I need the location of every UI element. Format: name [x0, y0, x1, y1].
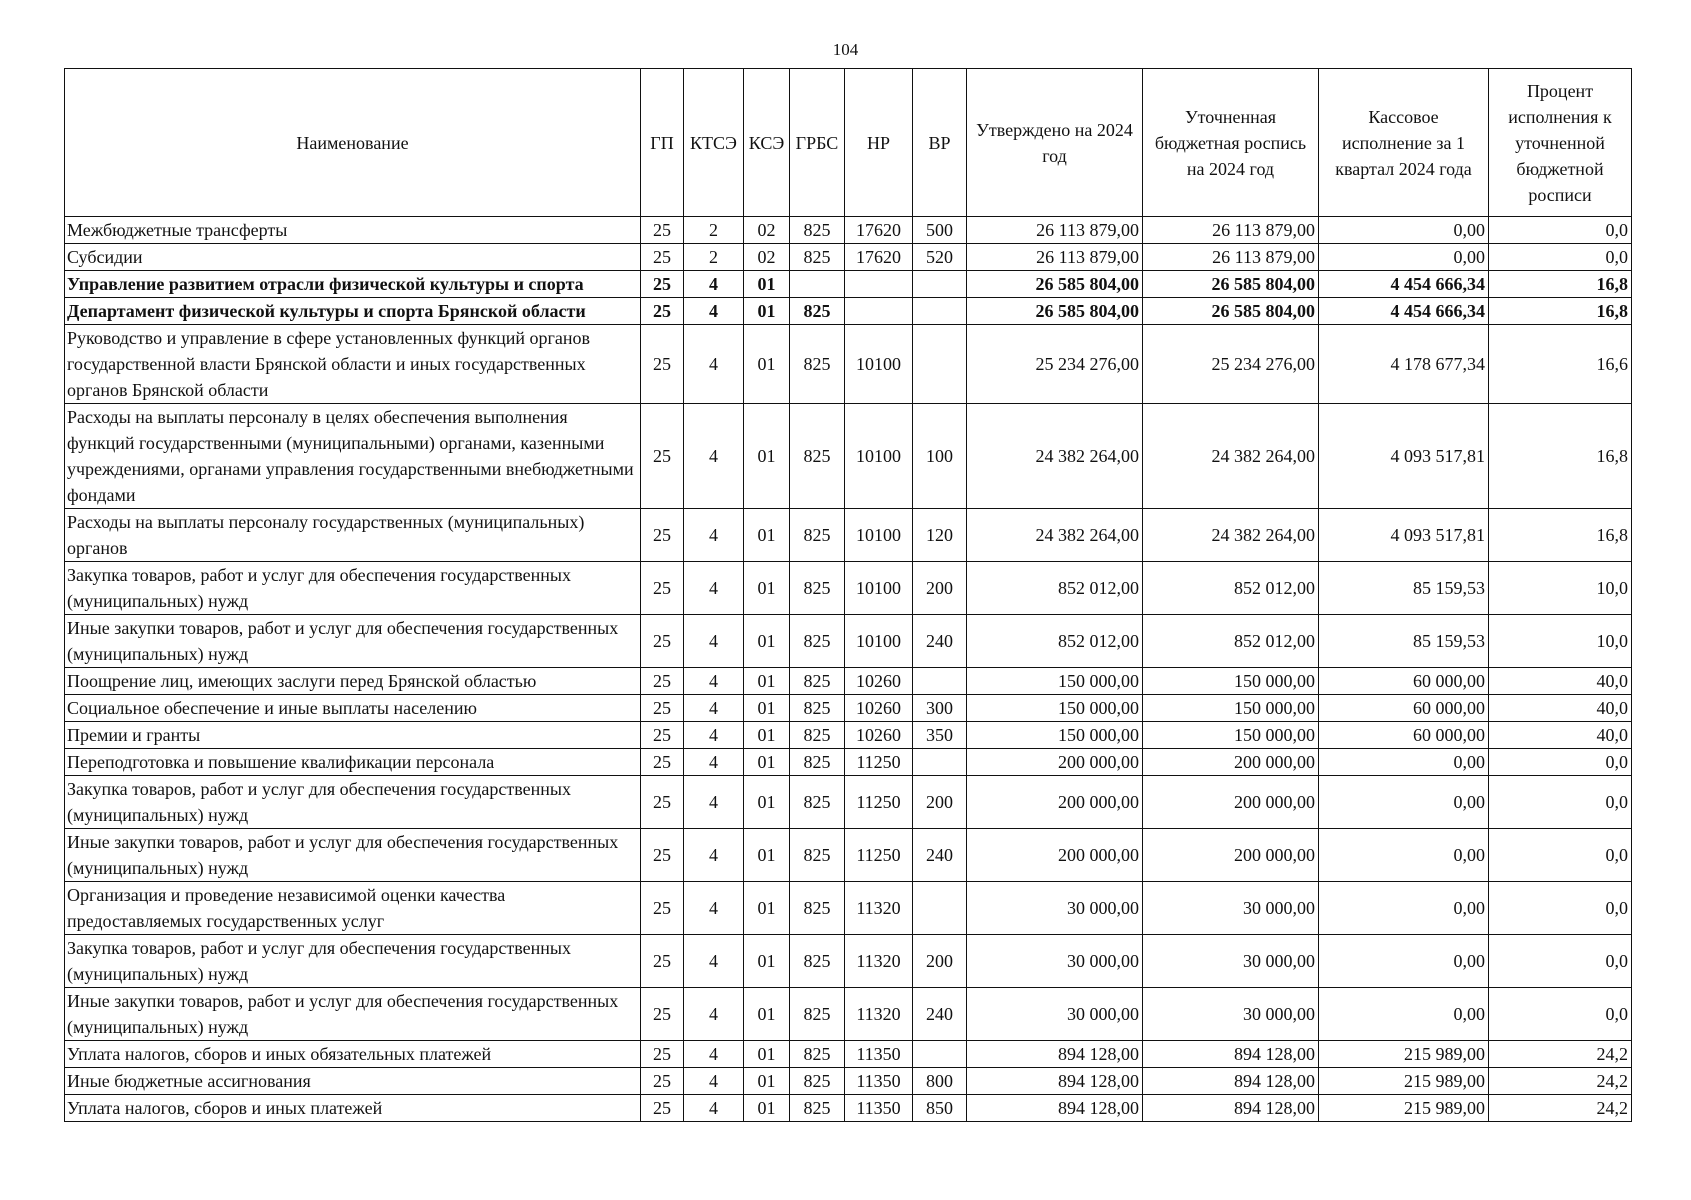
cell-approved: 26 113 879,00 — [967, 244, 1143, 271]
cell-vr: 520 — [913, 244, 967, 271]
cell-ktse: 4 — [684, 325, 744, 404]
table-row — [65, 562, 1632, 615]
cell-approved: 24 382 264,00 — [967, 404, 1143, 509]
cell-gp: 25 — [641, 829, 684, 882]
cell-percent: 40,0 — [1489, 722, 1632, 749]
cell-refined: 30 000,00 — [1143, 882, 1319, 935]
cell-cash: 215 989,00 — [1319, 1041, 1489, 1068]
cell-vr — [913, 882, 967, 935]
cell-vr — [913, 325, 967, 404]
cell-gp: 25 — [641, 988, 684, 1041]
cell-cash: 60 000,00 — [1319, 695, 1489, 722]
header-refined: Уточненная бюджетная роспись на 2024 год — [1143, 69, 1319, 217]
cell-refined: 200 000,00 — [1143, 829, 1319, 882]
cell-grbs: 825 — [790, 325, 845, 404]
cell-name: Уплата налогов, сборов и иных обязательных платежей — [65, 1041, 641, 1068]
cell-ktse: 2 — [684, 217, 744, 244]
cell-ktse: 4 — [684, 722, 744, 749]
cell-vr — [913, 298, 967, 325]
cell-nr: 11250 — [845, 829, 913, 882]
cell-approved: 26 585 804,00 — [967, 271, 1143, 298]
cell-percent: 0,0 — [1489, 749, 1632, 776]
cell-grbs: 825 — [790, 668, 845, 695]
cell-gp: 25 — [641, 271, 684, 298]
cell-vr: 500 — [913, 217, 967, 244]
cell-kse: 01 — [744, 882, 790, 935]
table-row — [65, 882, 1632, 935]
cell-percent: 40,0 — [1489, 695, 1632, 722]
cell-gp: 25 — [641, 404, 684, 509]
cell-nr: 10260 — [845, 668, 913, 695]
cell-gp: 25 — [641, 1095, 684, 1122]
header-approved: Утверждено на 2024 год — [967, 69, 1143, 217]
cell-nr: 11350 — [845, 1041, 913, 1068]
cell-grbs: 825 — [790, 615, 845, 668]
cell-nr: 11250 — [845, 776, 913, 829]
cell-nr: 10100 — [845, 325, 913, 404]
cell-vr — [913, 271, 967, 298]
table-row — [65, 722, 1632, 749]
cell-gp: 25 — [641, 1041, 684, 1068]
cell-vr: 300 — [913, 695, 967, 722]
cell-nr: 17620 — [845, 244, 913, 271]
cell-name: Управление развитием отрасли физической культуры и спорта — [65, 271, 641, 298]
cell-kse: 01 — [744, 935, 790, 988]
cell-kse: 01 — [744, 1041, 790, 1068]
cell-cash: 0,00 — [1319, 776, 1489, 829]
cell-refined: 26 113 879,00 — [1143, 217, 1319, 244]
cell-kse: 01 — [744, 298, 790, 325]
cell-name: Уплата налогов, сборов и иных платежей — [65, 1095, 641, 1122]
cell-cash: 0,00 — [1319, 988, 1489, 1041]
cell-percent: 10,0 — [1489, 562, 1632, 615]
cell-kse: 01 — [744, 695, 790, 722]
table-row — [65, 749, 1632, 776]
cell-kse: 01 — [744, 668, 790, 695]
table-header-row — [65, 69, 1632, 217]
cell-cash: 60 000,00 — [1319, 668, 1489, 695]
cell-approved: 150 000,00 — [967, 722, 1143, 749]
table-row — [65, 1041, 1632, 1068]
cell-vr: 240 — [913, 615, 967, 668]
cell-refined: 25 234 276,00 — [1143, 325, 1319, 404]
cell-percent: 24,2 — [1489, 1068, 1632, 1095]
cell-grbs: 825 — [790, 1095, 845, 1122]
cell-refined: 150 000,00 — [1143, 668, 1319, 695]
cell-vr: 240 — [913, 988, 967, 1041]
cell-name: Закупка товаров, работ и услуг для обеспечения государственных (муниципальных) нужд — [65, 776, 641, 829]
cell-percent: 0,0 — [1489, 829, 1632, 882]
cell-vr: 200 — [913, 935, 967, 988]
cell-name: Закупка товаров, работ и услуг для обеспечения государственных (муниципальных) нужд — [65, 562, 641, 615]
cell-approved: 26 585 804,00 — [967, 298, 1143, 325]
table-row — [65, 615, 1632, 668]
table-row — [65, 298, 1632, 325]
cell-name: Иные закупки товаров, работ и услуг для обеспечения государственных (муниципальных) нужд — [65, 988, 641, 1041]
cell-gp: 25 — [641, 562, 684, 615]
cell-gp: 25 — [641, 722, 684, 749]
cell-name: Расходы на выплаты персоналу в целях обеспечения выполнения функций государственными (муниципальными) органами, казенными учреждениями, органами управления государственными внебюджетными фондами — [65, 404, 641, 509]
cell-name: Расходы на выплаты персоналу государственных (муниципальных) органов — [65, 509, 641, 562]
cell-cash: 60 000,00 — [1319, 722, 1489, 749]
cell-refined: 26 113 879,00 — [1143, 244, 1319, 271]
cell-vr: 100 — [913, 404, 967, 509]
cell-kse: 01 — [744, 829, 790, 882]
cell-grbs — [790, 271, 845, 298]
cell-approved: 894 128,00 — [967, 1095, 1143, 1122]
table-row — [65, 1095, 1632, 1122]
cell-approved: 30 000,00 — [967, 935, 1143, 988]
cell-percent: 0,0 — [1489, 776, 1632, 829]
cell-nr — [845, 298, 913, 325]
cell-percent: 16,6 — [1489, 325, 1632, 404]
cell-grbs: 825 — [790, 829, 845, 882]
cell-ktse: 4 — [684, 749, 744, 776]
cell-name: Иные бюджетные ассигнования — [65, 1068, 641, 1095]
cell-percent: 40,0 — [1489, 668, 1632, 695]
cell-kse: 01 — [744, 988, 790, 1041]
cell-name: Департамент физической культуры и спорта Брянской области — [65, 298, 641, 325]
cell-refined: 894 128,00 — [1143, 1068, 1319, 1095]
cell-refined: 26 585 804,00 — [1143, 271, 1319, 298]
cell-kse: 02 — [744, 244, 790, 271]
cell-nr: 11350 — [845, 1068, 913, 1095]
cell-approved: 894 128,00 — [967, 1068, 1143, 1095]
cell-gp: 25 — [641, 244, 684, 271]
page-number: 104 — [832, 40, 859, 59]
cell-approved: 150 000,00 — [967, 668, 1143, 695]
cell-name: Руководство и управление в сфере установленных функций органов государственной власти Брянской области и иных государственных органов Брянской области — [65, 325, 641, 404]
cell-vr: 350 — [913, 722, 967, 749]
cell-kse: 01 — [744, 509, 790, 562]
cell-grbs: 825 — [790, 404, 845, 509]
cell-approved: 30 000,00 — [967, 988, 1143, 1041]
cell-percent: 0,0 — [1489, 988, 1632, 1041]
cell-ktse: 4 — [684, 1041, 744, 1068]
cell-ktse: 4 — [684, 935, 744, 988]
cell-refined: 30 000,00 — [1143, 935, 1319, 988]
cell-gp: 25 — [641, 749, 684, 776]
cell-gp: 25 — [641, 509, 684, 562]
cell-approved: 852 012,00 — [967, 562, 1143, 615]
cell-gp: 25 — [641, 668, 684, 695]
cell-gp: 25 — [641, 615, 684, 668]
cell-grbs: 825 — [790, 695, 845, 722]
cell-name: Иные закупки товаров, работ и услуг для обеспечения государственных (муниципальных) нужд — [65, 615, 641, 668]
cell-approved: 26 113 879,00 — [967, 217, 1143, 244]
cell-kse: 01 — [744, 749, 790, 776]
cell-percent: 16,8 — [1489, 298, 1632, 325]
cell-grbs: 825 — [790, 244, 845, 271]
cell-ktse: 4 — [684, 562, 744, 615]
cell-nr: 10100 — [845, 404, 913, 509]
cell-percent: 16,8 — [1489, 271, 1632, 298]
cell-refined: 894 128,00 — [1143, 1041, 1319, 1068]
cell-grbs: 825 — [790, 749, 845, 776]
cell-percent: 24,2 — [1489, 1095, 1632, 1122]
table-row — [65, 217, 1632, 244]
cell-refined: 852 012,00 — [1143, 615, 1319, 668]
cell-gp: 25 — [641, 695, 684, 722]
cell-grbs: 825 — [790, 1041, 845, 1068]
cell-gp: 25 — [641, 298, 684, 325]
header-kse: КСЭ — [744, 69, 790, 217]
cell-percent: 0,0 — [1489, 935, 1632, 988]
cell-grbs: 825 — [790, 882, 845, 935]
cell-vr — [913, 749, 967, 776]
cell-nr: 10100 — [845, 615, 913, 668]
cell-name: Поощрение лиц, имеющих заслуги перед Брянской областью — [65, 668, 641, 695]
cell-ktse: 4 — [684, 1068, 744, 1095]
cell-grbs: 825 — [790, 1068, 845, 1095]
cell-nr: 10260 — [845, 695, 913, 722]
cell-kse: 01 — [744, 722, 790, 749]
cell-nr: 11320 — [845, 988, 913, 1041]
cell-cash: 85 159,53 — [1319, 615, 1489, 668]
cell-kse: 02 — [744, 217, 790, 244]
cell-grbs: 825 — [790, 298, 845, 325]
cell-ktse: 4 — [684, 829, 744, 882]
cell-grbs: 825 — [790, 722, 845, 749]
cell-nr: 11250 — [845, 749, 913, 776]
cell-cash: 0,00 — [1319, 935, 1489, 988]
cell-refined: 200 000,00 — [1143, 749, 1319, 776]
table-row — [65, 509, 1632, 562]
header-ktse: КТСЭ — [684, 69, 744, 217]
cell-vr: 240 — [913, 829, 967, 882]
cell-kse: 01 — [744, 404, 790, 509]
cell-nr: 11350 — [845, 1095, 913, 1122]
cell-refined: 150 000,00 — [1143, 722, 1319, 749]
cell-ktse: 4 — [684, 776, 744, 829]
cell-name: Организация и проведение независимой оценки качества предоставляемых государственных услуг — [65, 882, 641, 935]
cell-kse: 01 — [744, 1068, 790, 1095]
cell-vr: 120 — [913, 509, 967, 562]
cell-nr: 10100 — [845, 562, 913, 615]
cell-approved: 30 000,00 — [967, 882, 1143, 935]
cell-approved: 200 000,00 — [967, 776, 1143, 829]
cell-grbs: 825 — [790, 217, 845, 244]
cell-percent: 24,2 — [1489, 1041, 1632, 1068]
cell-refined: 24 382 264,00 — [1143, 404, 1319, 509]
table-row — [65, 271, 1632, 298]
header-percent: Процент исполнения к уточненной бюджетной росписи — [1489, 69, 1632, 217]
cell-cash: 85 159,53 — [1319, 562, 1489, 615]
cell-kse: 01 — [744, 615, 790, 668]
header-vr: ВР — [913, 69, 967, 217]
cell-cash: 0,00 — [1319, 244, 1489, 271]
table-body — [65, 217, 1632, 1122]
cell-cash: 4 093 517,81 — [1319, 509, 1489, 562]
cell-gp: 25 — [641, 776, 684, 829]
cell-ktse: 4 — [684, 404, 744, 509]
cell-percent: 0,0 — [1489, 217, 1632, 244]
cell-nr: 17620 — [845, 217, 913, 244]
cell-vr: 200 — [913, 562, 967, 615]
cell-gp: 25 — [641, 217, 684, 244]
cell-approved: 894 128,00 — [967, 1041, 1143, 1068]
cell-ktse: 4 — [684, 509, 744, 562]
cell-name: Переподготовка и повышение квалификации персонала — [65, 749, 641, 776]
header-grbs: ГРБС — [790, 69, 845, 217]
cell-nr: 11320 — [845, 882, 913, 935]
cell-percent: 16,8 — [1489, 509, 1632, 562]
cell-gp: 25 — [641, 882, 684, 935]
cell-cash: 0,00 — [1319, 882, 1489, 935]
cell-grbs: 825 — [790, 562, 845, 615]
cell-vr: 800 — [913, 1068, 967, 1095]
cell-kse: 01 — [744, 271, 790, 298]
cell-nr: 11320 — [845, 935, 913, 988]
cell-vr: 850 — [913, 1095, 967, 1122]
cell-kse: 01 — [744, 776, 790, 829]
cell-cash: 0,00 — [1319, 749, 1489, 776]
cell-percent: 16,8 — [1489, 404, 1632, 509]
cell-name: Межбюджетные трансферты — [65, 217, 641, 244]
cell-nr: 10260 — [845, 722, 913, 749]
cell-name: Субсидии — [65, 244, 641, 271]
cell-percent: 0,0 — [1489, 882, 1632, 935]
cell-ktse: 4 — [684, 668, 744, 695]
cell-cash: 4 454 666,34 — [1319, 271, 1489, 298]
cell-ktse: 4 — [684, 271, 744, 298]
cell-refined: 26 585 804,00 — [1143, 298, 1319, 325]
cell-kse: 01 — [744, 562, 790, 615]
cell-approved: 200 000,00 — [967, 749, 1143, 776]
table-row — [65, 988, 1632, 1041]
table-row — [65, 325, 1632, 404]
cell-name: Социальное обеспечение и иные выплаты населению — [65, 695, 641, 722]
cell-grbs: 825 — [790, 509, 845, 562]
header-cash: Кассовое исполнение за 1 квартал 2024 года — [1319, 69, 1489, 217]
cell-refined: 200 000,00 — [1143, 776, 1319, 829]
table-row — [65, 1068, 1632, 1095]
cell-cash: 0,00 — [1319, 829, 1489, 882]
cell-cash: 4 178 677,34 — [1319, 325, 1489, 404]
cell-name: Премии и гранты — [65, 722, 641, 749]
budget-table — [64, 68, 1632, 1122]
cell-nr: 10100 — [845, 509, 913, 562]
cell-kse: 01 — [744, 325, 790, 404]
table-row — [65, 668, 1632, 695]
cell-refined: 852 012,00 — [1143, 562, 1319, 615]
cell-gp: 25 — [641, 1068, 684, 1095]
cell-gp: 25 — [641, 935, 684, 988]
cell-name: Закупка товаров, работ и услуг для обеспечения государственных (муниципальных) нужд — [65, 935, 641, 988]
cell-approved: 852 012,00 — [967, 615, 1143, 668]
cell-ktse: 4 — [684, 988, 744, 1041]
header-name: Наименование — [65, 69, 641, 217]
cell-approved: 25 234 276,00 — [967, 325, 1143, 404]
cell-refined: 24 382 264,00 — [1143, 509, 1319, 562]
cell-vr: 200 — [913, 776, 967, 829]
cell-refined: 30 000,00 — [1143, 988, 1319, 1041]
cell-ktse: 4 — [684, 1095, 744, 1122]
cell-refined: 894 128,00 — [1143, 1095, 1319, 1122]
cell-gp: 25 — [641, 325, 684, 404]
cell-vr — [913, 1041, 967, 1068]
table-row — [65, 244, 1632, 271]
cell-percent: 0,0 — [1489, 244, 1632, 271]
cell-cash: 215 989,00 — [1319, 1068, 1489, 1095]
cell-kse: 01 — [744, 1095, 790, 1122]
cell-nr — [845, 271, 913, 298]
cell-cash: 4 093 517,81 — [1319, 404, 1489, 509]
table-row — [65, 776, 1632, 829]
cell-cash: 215 989,00 — [1319, 1095, 1489, 1122]
cell-approved: 150 000,00 — [967, 695, 1143, 722]
table-row — [65, 829, 1632, 882]
cell-ktse: 4 — [684, 695, 744, 722]
header-nr: НР — [845, 69, 913, 217]
cell-percent: 10,0 — [1489, 615, 1632, 668]
cell-ktse: 4 — [684, 882, 744, 935]
cell-refined: 150 000,00 — [1143, 695, 1319, 722]
table-row — [65, 695, 1632, 722]
cell-name: Иные закупки товаров, работ и услуг для обеспечения государственных (муниципальных) нужд — [65, 829, 641, 882]
cell-cash: 0,00 — [1319, 217, 1489, 244]
cell-vr — [913, 668, 967, 695]
cell-approved: 200 000,00 — [967, 829, 1143, 882]
cell-ktse: 2 — [684, 244, 744, 271]
table-row — [65, 404, 1632, 509]
cell-cash: 4 454 666,34 — [1319, 298, 1489, 325]
cell-approved: 24 382 264,00 — [967, 509, 1143, 562]
cell-grbs: 825 — [790, 988, 845, 1041]
table-row — [65, 935, 1632, 988]
cell-grbs: 825 — [790, 935, 845, 988]
cell-ktse: 4 — [684, 298, 744, 325]
cell-ktse: 4 — [684, 615, 744, 668]
cell-grbs: 825 — [790, 776, 845, 829]
header-gp: ГП — [641, 69, 684, 217]
